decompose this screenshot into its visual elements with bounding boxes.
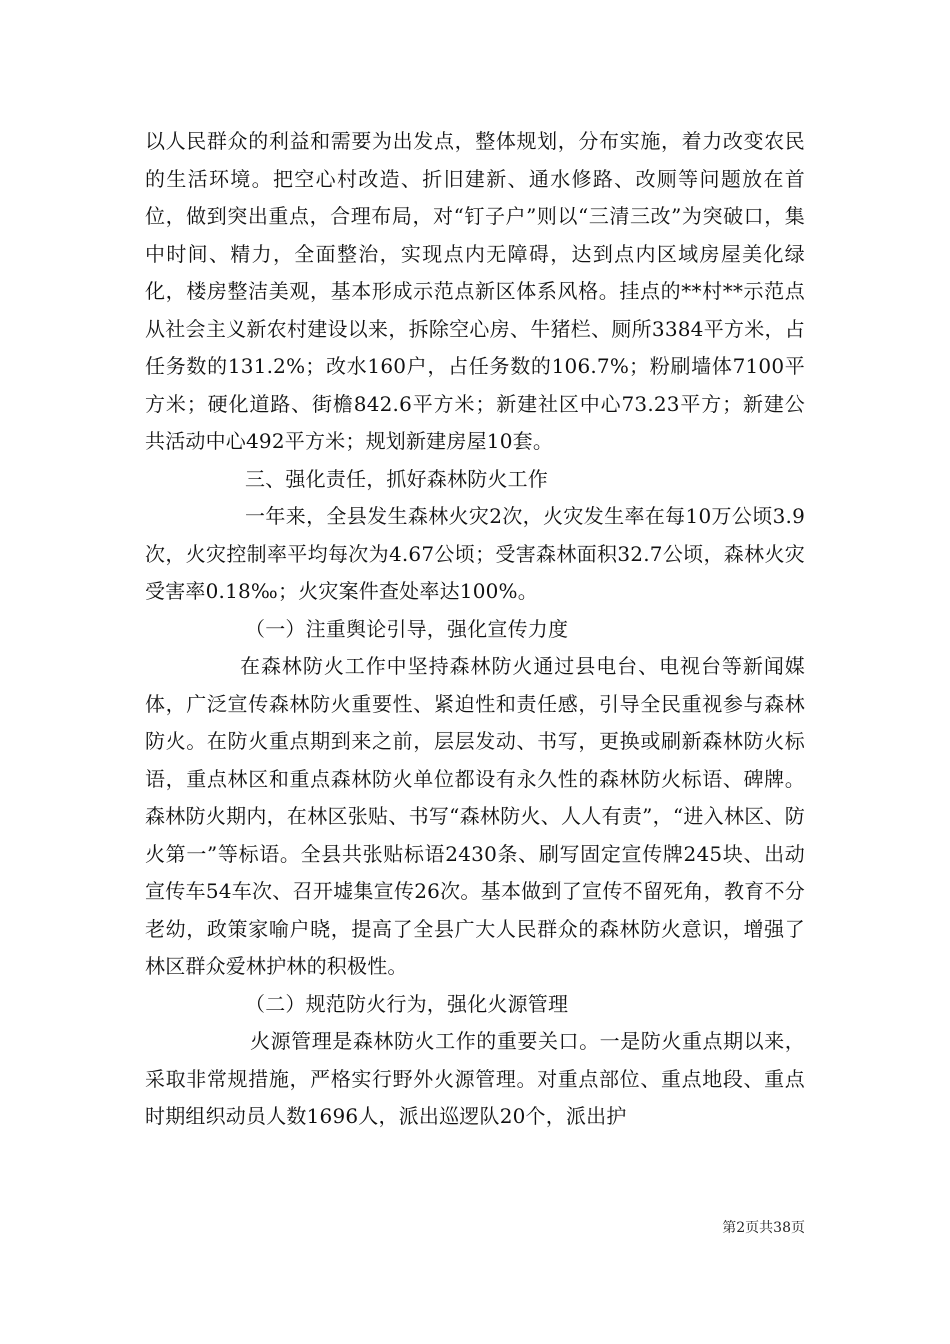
paragraph-fire-source: 火源管理是森林防火工作的重要关口。一是防火重点期以来，采取非常规措施，严格实行野外火源管理。对重点部位、重点地段、重点时期组织动员人数1696人，派出巡逻队20个，派出护: [145, 1029, 805, 1128]
paragraph-publicity: 在森林防火工作中坚持森林防火通过县电台、电视台等新闻媒体，广泛宣传森林防火重要性、紧迫性和责任感，引导全民重视参与森林防火。在防火重点期到来之前，层层发动、书写，更换或刷新森林防火标语，重点林区和重点森林防火单位都设有永久性的森林防火标语、碑牌。森林防火期内，在林区张贴、书写“森林防火、人人有责”，“进入林区、防火第一”等标语。全县共张贴标语2430条、刷写固定宣传牌245块、出动宣传车54车次、召开墟集宣传26次。基本做到了宣传不留死角，教育不分老幼，政策家喻户晓，提高了全县广大人民群众的森林防火意识，增强了林区群众爱林护林的积极性。: [145, 654, 805, 978]
paragraph-village-renovation: 以人民群众的利益和需要为出发点，整体规划，分布实施，着力改变农民的生活环境。把空心村改造、折旧建新、通水修路、改厕等问题放在首位，做到突出重点，合理布局，对“钉子户”则以“三清三改”为突破口，集中时间、精力，全面整治，实现点内无障碍，达到点内区域房屋美化绿化，楼房整洁美观，基本形成示范点新区体系风格。挂点的**村**示范点从社会主义新农村建设以来，拆除空心房、牛猪栏、厕所3384平方米，占任务数的131.2%；改水160户，占任务数的106.7%；粉刷墙体7100平方米；硬化道路、街檐842.6平方米；新建社区中心73.23平方；新建公共活动中心492平方米；规划新建房屋10套。: [145, 129, 805, 453]
document-body: [145, 123, 805, 1136]
subheading-publicity: （一）注重舆论引导，强化宣传力度: [245, 616, 569, 641]
section-heading-forest-fire: 三、强化责任，抓好森林防火工作: [245, 466, 548, 491]
subheading-fire-source: （二）规范防火行为，强化火源管理: [245, 991, 569, 1016]
paragraph-fire-statistics: 一年来，全县发生森林火灾2次，火灾发生率在每10万公顷3.9次，火灾控制率平均每次为4.67公顷；受害森林面积32.7公顷，森林火灾受害率0.18‰；火灾案件查处率达100%。: [145, 504, 805, 603]
page-number-footer: 第2页共38页: [722, 1220, 805, 1236]
